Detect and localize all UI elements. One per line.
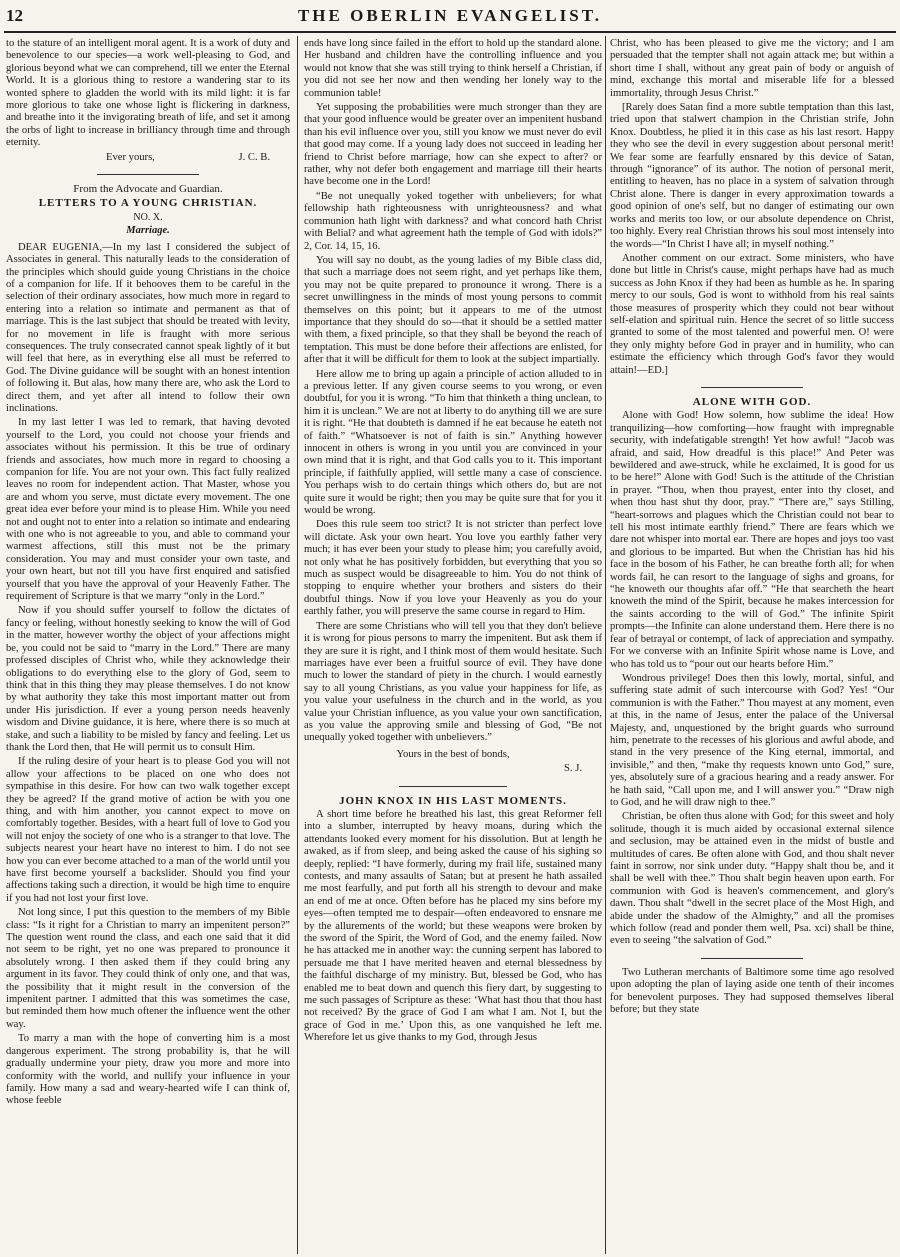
- letter-number: NO. X.: [133, 211, 163, 223]
- paragraph: Not long since, I put this question to the members of my Bible class: “Is it right for a Christian to marry an impenitent person?” The question went round the class, and each one said that it did not seem to be right, yet no one was prepared to pronounce it absolutely wrong. I then asked them if they could bring any argument in its favor. They could think of only one, and that was, the possibility that it might result in the conversion of the impenitent partner. I admitted that this was sometimes the case, but reminded them how much oftener the influence went the other way.: [6, 907, 290, 1030]
- column-divider-2: [605, 36, 606, 1254]
- column-1: [6, 38, 290, 1252]
- paragraph: Here allow me to bring up again a principle of action alluded to in a previous letter. If any given course seems to you wrong, or even doubtful, for you it is wrong. “To him that thinketh a thing unclean, to him it is unclean.” We are not at liberty to do anything till we are sure it is right. “He that doubteth is damned if he eat because he eateth not of faith.” “Whatsoever is not of faith is sin.” Anything however innocent in others is wrong in you until you are convinced in your own mind that it is right, and that God calls you to it. This important principle, if faithfully applied, will settle many a case of conscience. You perhaps wish to do certain things which others do, but are not quite sure it would be right; then you may be quite sure that for you it would be wrong.: [304, 368, 602, 517]
- page-number: 12: [6, 6, 23, 25]
- closing: Ever yours,: [106, 151, 155, 163]
- section-divider: [701, 387, 803, 388]
- editor-note: [Rarely does Satan find a more subtle temptation than this last, tried upon that stalwert champion in the Christian strife, John Knox. Doubtless, he plied it in this case as his last resort. Happy they who see the devil in every suggestion about personal merit! We fear some are fearfully ensnared by this device of Satan, through “ignorance” of its author. The notion of personal merit, entitling to heaven, has no place in a system of salvation through Christ alone. There is danger in every approximation towards a good opinion of one's self, but no danger of estimating our own works and merits too low, or our absolute dependence on Christ, too highly. Every real Christian throws his soul most intensely into the words—“In Christ I have all; in myself nothing.”: [610, 102, 894, 250]
- paragraph: Alone with God! How solemn, how sublime the idea! How tranquilizing—how comforting—how fraught with impregnable security, with indefatigable strength! Yet how awful! “Jacob was afraid, and said, How dreadful is this place!” And Peter was bewildered and awe-struck, while he exclaimed, It is good for us to be here!” Alone with God! Such is the attitude of the Christian in prayer. “Thou, when thou prayest, enter into thy closet, and when thou hast shut thy door, pray.” “There are,” says Stilling, “heart-sorrows and plagues which the Christian could not bear to tell his most intimate earthly friend.” There are fears which we dare not whisper into mortal ear. There are hopes and joys too vast and glorious to be imparted. But when the Christian has hid his face in the bosom of his Father, he can breathe forth all; for when words fail, he can resort to the language of sighs and groans, for “he knoweth our thoughts afar off.” “He that searcheth the heart knoweth the mind of the Spirit, because he makes intercession for the saints according to the will of God.” The infinite Spirit prompts—the Infinite can alone understand them. Here there is no fear of betrayal or contempt, of lack of appreciation and sympathy. For we converse with an Infinite Spirit whose name is Love, and who has told us to “pour out our hearts before Him.”: [610, 410, 894, 670]
- section-divider: [399, 786, 506, 787]
- initials: S. J.: [564, 763, 582, 775]
- section-divider: [701, 958, 803, 959]
- article-source: From the Advocate and Guardian.: [73, 183, 223, 196]
- paragraph: In my last letter I was led to remark, that having devoted yourself to the Lord, you could not choose your friends and associates without his permission. It this be true of ordinary friends and associates, how much more in regard to choosing a companion for life. You are not your own. This fact fully realized leaves no room for independent action. That Master, whose you are and whom you serve, must dictate every movement. The one great idea ever before your mind is to please Him. While you need not and ought not to enter into a relation so intimate and endearing with one who is not agreeable to you, and able to command your warmest affections, still this must not be the primary consideration. You may and must consider your own taste, and your own heart, but not till you have first enquired and satisfied yourself that you have the approval of your Heavenly Father. The requirement of Scripture is that we marry “only in the Lord.”: [6, 417, 290, 603]
- section-divider: [97, 174, 199, 175]
- paragraph: Now if you should suffer yourself to follow the dictates of fancy or feeling, without honestly seeking to know the will of God in the matter, however worthy the object of your affections might be, you could not be said to “marry in the Lord.” There are many professed disciples of Christ who, while they acknowledge their obligations to do everything else to the glory of God, seem to think that in this thing they may please themselves. I do not know by what authority they take this most important matter out from under His jurisdiction. If ever a young person needs heavenly wisdom and Divine guidance, it is here, where there is so much at stake, and such a liability to be misled by fancy and feeling. Let us thank the Lord then, that He will permit us to consult Him.: [6, 605, 290, 753]
- scripture-quote: “Be not unequally yoked together with unbelievers; for what fellowship hath righteousness with unrighteousness? and what communion hath light with darkness? and what concord hath Christ with Belial? and what agreement hath the temple of God with idols?” 2, Cor. 14, 15, 16.: [304, 190, 602, 252]
- paragraph: Yet supposing the probabilities were much stronger than they are that your good influence would be greater over an impenitent husband than his evil influence over you, still you know we must never do evil that good may come. If a young lady does not succeed in leading her friend to Christ before marriage, how can she expect to after? or rather, why not defer both engagement and marriage till their hearts have become one in the Lord!: [304, 102, 602, 188]
- article-heading: LETTERS TO A YOUNG CHRISTIAN.: [38, 197, 258, 210]
- paragraph: To marry a man with the hope of converting him is a most dangerous experiment. The strong probability is, that he will gradually undermine your piety, draw you more and more into conformity with the world, and nullify your influence in your family. How many a sad and weary-hearted wife I can think of, whose feeble: [6, 1033, 290, 1107]
- letter-subject: Marriage.: [126, 225, 170, 237]
- paragraph: Christian, be often thus alone with God; for this sweet and holy solitude, though it is much aided by occasional external silence and seclusion, may be attained even in the midst of bustle and multitudes of cares. Be often alone with God, and thou shalt never faint in sorrow, nor sink under duty. “Happy shalt thou be, and it shall be well with thee.” Thou shalt begin heaven upon earth. For communion with God is heaven's commencement, and glory's dawn. Thou shalt “dwell in the secret place of the Most High, and abide under the shadow of the Almighty,” and all the promises which follow (read and ponder them well, Psa. xci) shall be thine, even to seeing “the salvation of God.”: [610, 811, 894, 947]
- article-heading: ALONE WITH GOD.: [692, 395, 812, 408]
- column-2: [304, 38, 602, 1252]
- letter-signature: [6, 152, 290, 164]
- column-3: [610, 38, 894, 1252]
- paragraph: If the ruling desire of your heart is to please God you will not allow your affections to be placed on one who does not sympathise in this desire. For how can two walk together except they be agreed? If the grand motive of action be with you one thing, and with him another, you cannot expect to move on comfortably together. Besides, with a heart full of love to God you will not enjoy the society of one who is a stranger to that love. The subjects nearest your heart have no interest to him. I do not see how you can ever become attached to a man of the world until you have first become yourself a backslider. Should you find your affections taking such a direction, it would be high time to enquire if you had not lost your first love.: [6, 756, 290, 904]
- paragraph: DEAR EUGENIA,—In my last I considered the subject of Associates in general. This naturally leads to the consideration of the principles which should guide young Christians in the choice of a companion for life. If it behooves them to be careful in the selection of their ordinary associates, how much more in regard to entering into a relation so intimate and permanent as that of marriage. This is the last subject that should be treated with levity, for no movement in life is fraught with more serious consequences. The truly consecrated cannot speak lightly of it but will feel that here, as in everything else all must be referred to God. The Divine guidance will be sought with an honest intention of following it. But alas, how many there are, who ask the Lord to direct them, and yet after all intend to follow their own inclinations.: [6, 241, 290, 414]
- paragraph: You will say no doubt, as the young ladies of my Bible class did, that such a marriage does not seem right, and yet perhaps like them, you may not be quite prepared to pronounce it wrong. There is a secret unwillingness in the minds of most young persons to commit themselves on this point; but it appears to me of the utmost importance that they should do so—that it should be a settled matter with them, a fixed principle, so that they shall be beyond the reach of temptation. This must be done before their affections are enlisted, for after that it will be difficult for them to look at the subject impartially.: [304, 254, 602, 366]
- paragraph: ends have long since failed in the effort to hold up the standard alone. Her husband and children have the controlling influence and you would not know that she was still trying to think herself a Christian, if you did not see her now and then wending her lonely way to the communion table!: [304, 38, 602, 99]
- paragraph: Christ, who has been pleased to give me the victory; and I am persuaded that the tempter shall not again attack me; but within a short time I shall, without any great pain of body or anguish of mind, exchange this mortal and miserable life for a blessed immortality, through Jesus Christ.”: [610, 38, 894, 99]
- editor-note: Another comment on our extract. Some ministers, who have done but little in Christ's cause, might perhaps have had as much success as John Knox if they had been as humble as he. In sparing mercy to our souls, God is wont to withhold from his real saints those measures of prosperity which they could not bear without self-elation and spiritual ruin. Hence the secret of so little success granted to some of the most talented and powerful men. O! were they only mighty before God in prayer and in humility, who can estimate the efficiency which through God's favor they would attain!—ED.]: [610, 252, 894, 376]
- paragraph: Does this rule seem too strict? It is not stricter than perfect love will dictate. Ask your own heart. You love you earthly father very much; it has ever been your study to please him; you carefully avoid, not only what he has positively forbidden, but everything that you so much as suspect would be disagreeable to him. You do not think of stopping to enquire whether your brothers and sisters do their doubtful things. Now if you love your Heavenly as you do your earthly father, you will preserve the same course in regard to Him.: [304, 519, 602, 618]
- masthead-rule: [4, 31, 896, 33]
- initials: J. C. B.: [238, 151, 270, 163]
- column-divider-1: [297, 36, 298, 1254]
- letter-continuation: to the stature of an intelligent moral agent. It is a work of duty and benevolence to our species—a work well-pleasing to God, and glorious beyond what we can comprehend, till we enter the Eternal World. It is a glorious thing to restore a wandering star to its wonted sphere to gladden the world with its mild light: it is far more glorious to take one whose light is flickering in darkness, and breathe into it the invigorating breath of life, and set it among the orbs of light to increase in brilliancy through time and through eternity.: [6, 38, 290, 149]
- newspaper-title: THE OBERLIN EVANGELIST.: [297, 6, 603, 25]
- paragraph: Two Lutheran merchants of Baltimore some time ago resolved upon adopting the plan of laying aside one tenth of their incomes for benevolent purposes. They had supposed themselves liberal before; but they state: [610, 966, 894, 1016]
- masthead: [0, 0, 900, 34]
- paragraph: There are some Christians who will tell you that they don't believe it is wrong for pious persons to marry the impenitent. But ask them if they are sure it is right, and I think most of them would hesitate. Such marriages have ever been a fruitful source of evil. They have done much to lower the standard of piety in the church. I would earnestly say to all young Christians, as you value your happiness for life, as you value your usefulness in the church and in the world, as you value your Christian influence, as you value your own sanctification, as you value the approving smile and blessing of God, “Be not unequally yoked together with unbelievers.”: [304, 620, 602, 744]
- closing: Yours in the best of bonds,: [396, 748, 510, 760]
- paragraph: Wondrous privilege! Does then this lowly, mortal, sinful, and suffering state admit of such intercourse with God? Yes! “Our communion is with the Father.” Thou mayest at any moment, even at this, in the name of Jesus, enter the palace of the Universal Majesty, and, unquestioned by the bright guards who surround him, penetrate to the recesses of his glorious and awful abode, and stand in the very presence of the King eternal, immortal, and invisible,” and then, “make thy requests known unto God,” sure, yes, absolutely sure of a gracious hearing and a ready answer. For he hath said, “Call upon me, and I will answer you.” “Draw nigh to God, and he will draw nigh to thee.”: [610, 672, 894, 808]
- paragraph: A short time before he breathed his last, this great Reformer fell into a slumber, interrupted by heavy moans, during which the attendants looked every moment for his dissolution. But at length he awaked, as if from sleep, and being asked the cause of his sighing so deeply, replied: “I have formerly, during my frail life, sustained many contests, and many assaults of Satan; but at present he hath assailed me most fearfully, and put forth all his strength to devour and make an end of me at once. Often before has he placed my sins before my eyes—often tempted me to despair—often endeavored to ensnare me by the allurements of the world; but these weapons were broken by the sword of the Spirit, the Word of God, and the enemy failed. Now he has attacked me in another way: the cunning serpent has labored to persuade me that I have merited heaven and eternal blessedness by the faithful discharge of my ministry. But, blessed be God, who has enabled me to beat down and quench this fiery dart, by suggesting to me such passages of Scripture as these: ‘What hast thou that thou hast not received? By the grace of God I am what I am. Not I, but the grace of God in me.’ Upon this, as one vanquished he left me. Wherefore let us give thanks to my God, through Jesus: [304, 808, 602, 1044]
- article-heading: JOHN KNOX IN HIS LAST MOMENTS.: [339, 794, 567, 807]
